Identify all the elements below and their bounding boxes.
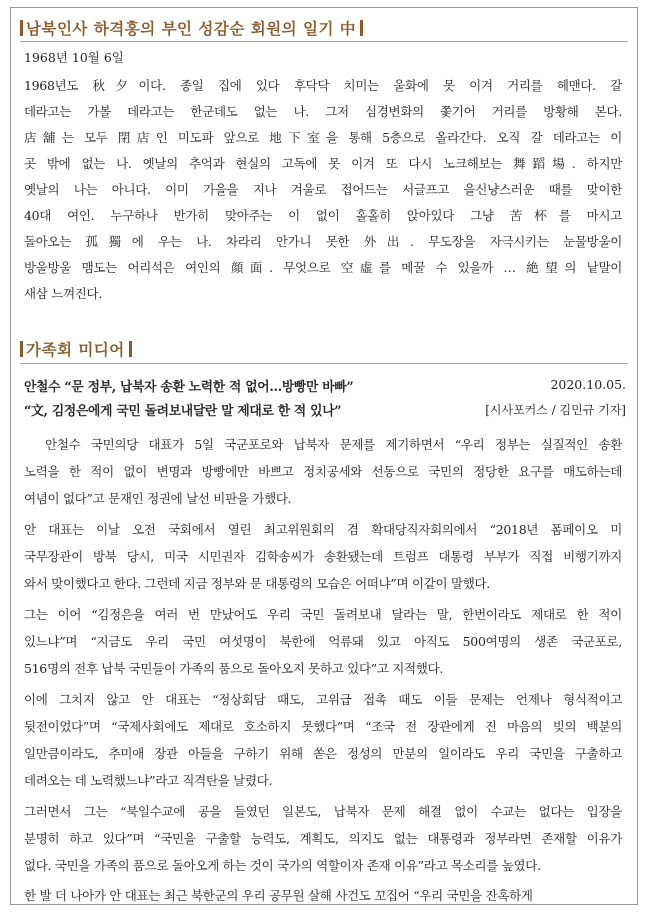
article-line: 여념이 없다”고 문재인 정권에 날선 비판을 가했다. xyxy=(24,491,292,506)
article-headline[interactable]: 안철수 “문 정부, 납북자 송환 노력한 적 없어…방빵만 바빠” xyxy=(24,380,354,395)
diary-heading-text: 남북인사 하격홍의 부인 성감순 회원의 일기 中 xyxy=(26,19,356,38)
media-heading-text: 가족회 미디어 xyxy=(26,340,125,359)
diary-line: 새삼 느껴진다. xyxy=(24,286,102,301)
article-line: 뒷전이었다”며 “국제사회에도 제대로 호소하지 못했다”며 “조국 전 장관에게 진 마음의 빚의 백분의 xyxy=(24,719,622,734)
article-line: 안 대표는 이날 오전 국회에서 열린 최고위원회의 겸 확대당직자회의에서 “2018년 폼페이오 미 xyxy=(24,522,622,537)
heading-bar-right xyxy=(360,20,363,36)
article-date: 2020.10.05. xyxy=(550,377,626,392)
diary-divider xyxy=(20,41,628,42)
article-line: 국무장관이 방북 당시, 미국 시민권자 김학송씨가 송환됐는데 트럼프 대통령 부부가 직접 비행기까지 xyxy=(24,549,622,564)
article-line: 분명히 하고 있다”며 “국민을 구출할 능력도, 계획도, 의지도 없는 대통령과 정부라면 존재할 이유가 xyxy=(24,831,622,846)
diary-line: 곳 밖에 없는 나. 옛날의 추억과 현실의 고독에 못 이겨 또 다시 노크해보는 舞蹈場. 하지만 xyxy=(24,156,622,171)
article-source: [시사포커스 / 김민규 기자] xyxy=(485,403,626,417)
diary-line: 돌아오는 孤獨에 우는 나. 차라리 안가니 못한 外出. 무도장을 자극시키는 눈물방울이 xyxy=(24,234,622,249)
heading-bar-left xyxy=(20,341,23,357)
diary-line: 데라고는 가볼 데라고는 한군데도 없는 나. 그저 심경변화의 쫓기어 거리를 방황해 본다. xyxy=(24,104,622,119)
article-line: 이에 그치지 않고 안 대표는 “정상회담 때도, 고위급 접촉 때도 이들 문제는 언제나 형식적이고 xyxy=(24,692,622,707)
article-line: 와서 맞이했다고 한다. 그런데 지금 정부와 문 대통령의 모습은 어떠냐”며 이같이 말했다. xyxy=(24,576,490,591)
media-divider xyxy=(20,363,628,364)
diary-heading xyxy=(20,17,363,39)
article-line: 그러면서 그는 “북일수교에 공을 들였던 일본도, 납북자 문제 해결 없이 수교는 없다는 입장을 xyxy=(24,804,622,819)
article-line: 516명의 전후 납북 국민들이 가족의 품으로 돌아오지 못하고 있다”고 지적했다. xyxy=(24,661,444,676)
diary-line: 40대 여인. 누구하나 반가히 맞아주는 이 없이 홀홀히 앉아있다 그냥 苦杯를 마시고 xyxy=(24,208,622,223)
article-line: 그는 이어 “김정은을 여러 번 만났어도 우리 국민 돌려보내 달라는 말, 한번이라도 제대로 한 적이 xyxy=(24,607,622,622)
diary-line: 店舖는 모두 閉店인 미도파 앞으로 地下室을 통해 5층으로 올라간다. 오직 갈 데라고는 이 xyxy=(24,130,622,145)
diary-line: 1968년도 秋夕이다. 종일 집에 있다 후닥닥 치미는 울화에 못 이겨 거리를 헤맨다. 갈 xyxy=(24,78,622,93)
article-line: 있느냐”며 “지금도 우리 국민 여섯명이 북한에 억류돼 있고 아직도 500여명의 생존 국군포로, xyxy=(24,634,622,649)
article-line: 없다. 국민을 가족의 품으로 돌아오게 하는 것이 국가의 역할이자 존재 이유”라고 목소리를 높였다. xyxy=(24,858,541,873)
article-line: 데려오는 데 노력했느냐”라고 직격탄을 날렸다. xyxy=(24,773,273,788)
heading-bar-left xyxy=(20,20,23,36)
article-line: 안철수 국민의당 대표가 5일 국군포로와 납북자 문제를 제기하면서 “우리 정부는 실질적인 송환 xyxy=(24,437,622,452)
media-heading xyxy=(20,338,132,360)
article-line: 한 발 더 나아가 안 대표는 최근 북한군의 우리 공무원 살해 사건도 꼬집어 “우리 국민을 잔혹하게 xyxy=(24,888,533,903)
diary-line: 방울방울 맴도는 어리석은 여인의 顔面. 무엇으로 空虛를 메꿀 수 있을까 … 絶望의 낱말이 xyxy=(24,260,622,275)
heading-bar-right xyxy=(129,341,132,357)
diary-line: 옛날의 나는 아니다. 이미 가을을 지나 겨울로 접어드는 서글프고 을신냥스러운 때를 맞이한 xyxy=(24,182,622,197)
article-line: 노력을 한 적이 없이 변명과 방빵에만 바쁘고 정치공세와 선동으로 국민의 정당한 요구를 매도하는데 xyxy=(24,464,622,479)
article-line: 일만큼이라도, 추미애 장관 아들을 구하기 위해 쏟은 정성의 만분의 일이라도 우리 국민을 구출하고 xyxy=(24,746,622,761)
diary-date: 1968년 10월 6일 xyxy=(24,50,124,65)
article-subheadline: “文, 김정은에게 국민 돌려보내달란 말 제대로 한 적 있나” xyxy=(24,404,342,419)
